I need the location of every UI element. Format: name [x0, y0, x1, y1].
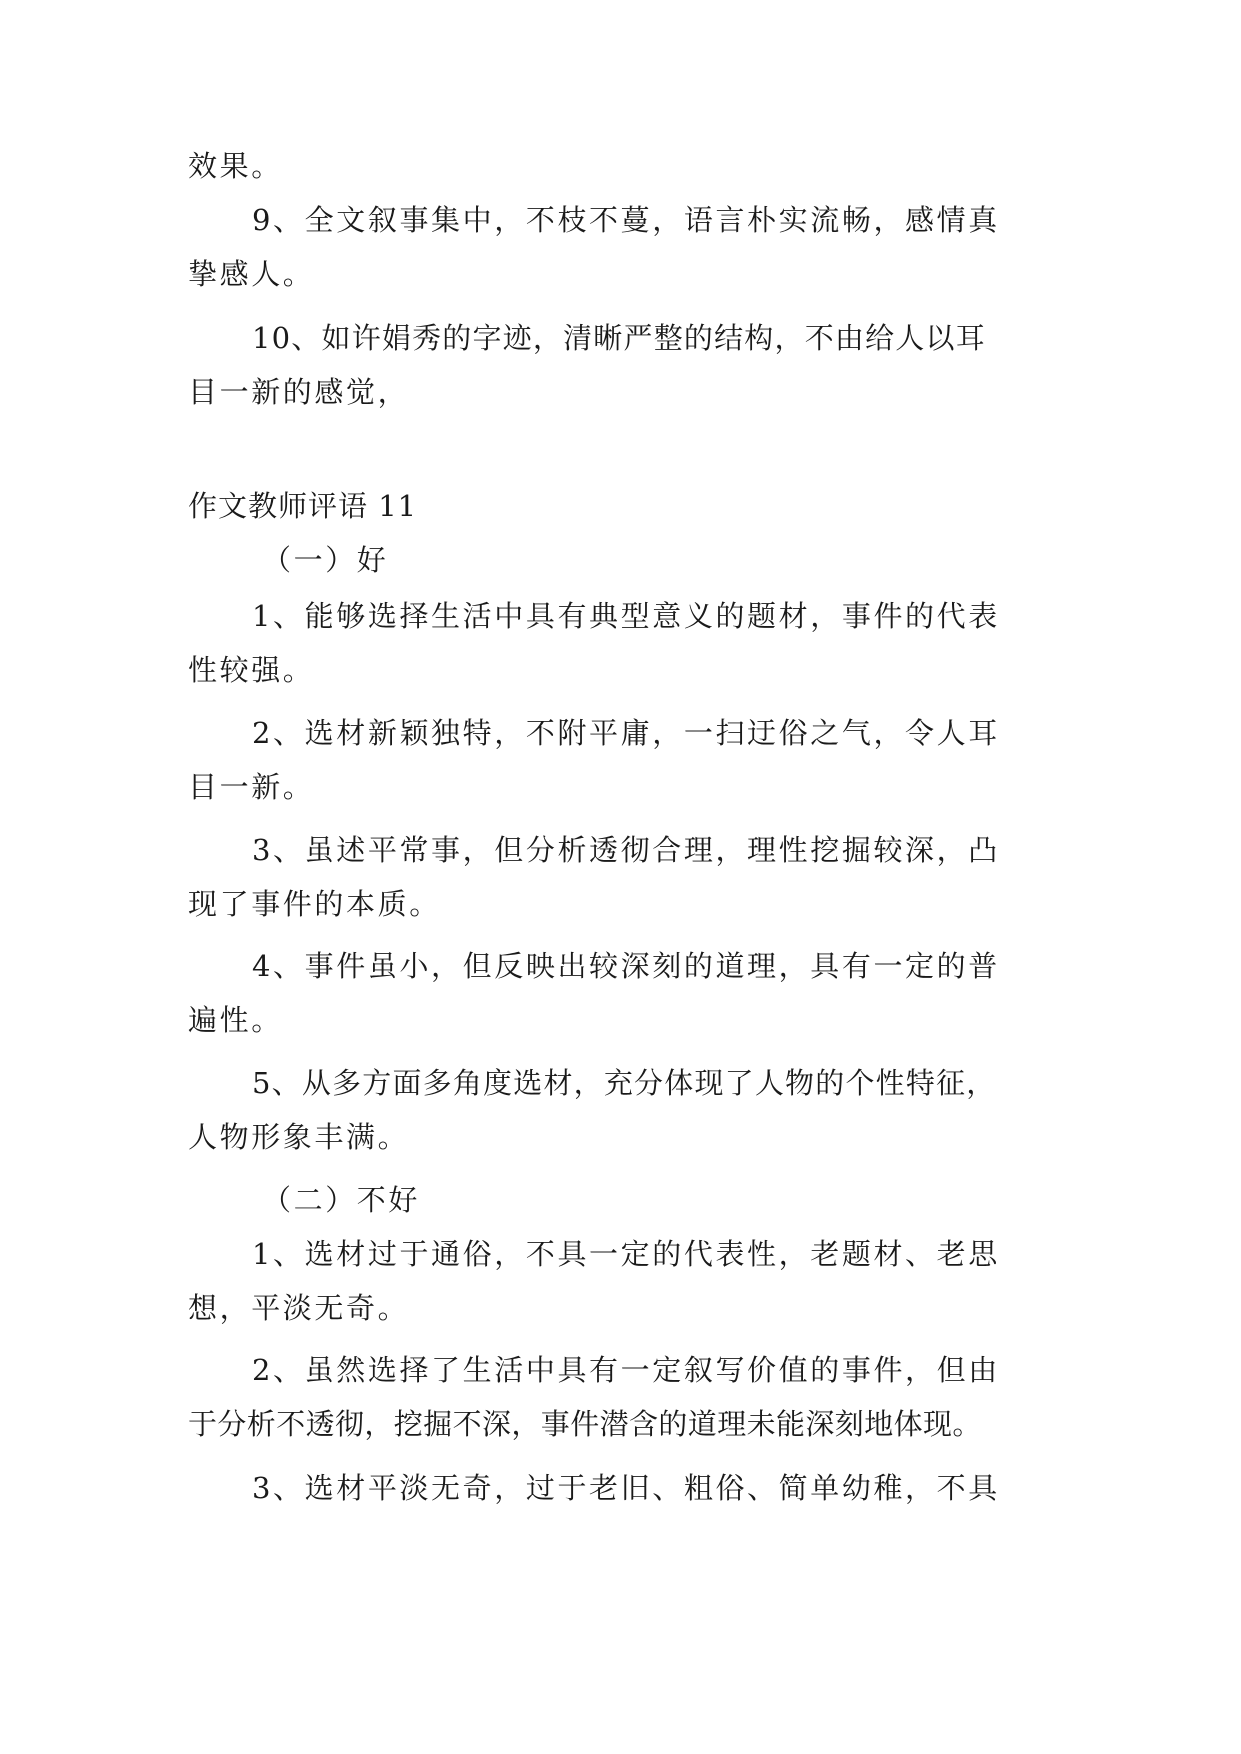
subsection-heading: （一）好 — [262, 543, 389, 577]
text-line: 3、虽述平常事，但分析透彻合理，理性挖掘较深，凸 — [252, 833, 1000, 867]
text-line: 遍性。 — [188, 1003, 283, 1037]
text-line: 目一新。 — [188, 770, 315, 804]
text-line: 挚感人。 — [188, 257, 315, 291]
text-line: 于分析不透彻，挖掘不深，事件潜含的道理未能深刻地体现。 — [188, 1407, 982, 1441]
text-line: 5、从多方面多角度选材，充分体现了人物的个性特征， — [252, 1066, 997, 1100]
text-line: 9、全文叙事集中，不枝不蔓，语言朴实流畅，感情真 — [252, 203, 1000, 237]
text-line: 2、虽然选择了生活中具有一定叙写价值的事件，但由 — [252, 1353, 1000, 1387]
text-line: 目一新的感觉， — [188, 375, 410, 409]
text-line: 效果。 — [188, 149, 283, 183]
text-line: 性较强。 — [188, 653, 315, 687]
text-line: 想，平淡无奇。 — [188, 1291, 410, 1325]
text-line: 4、事件虽小，但反映出较深刻的道理，具有一定的普 — [252, 949, 1000, 983]
text-line: 人物形象丰满。 — [188, 1120, 410, 1154]
text-line: 2、选材新颖独特，不附平庸，一扫迂俗之气，令人耳 — [252, 716, 1000, 750]
text-line: 10、如许娟秀的字迹，清晰严整的结构，不由给人以耳 — [252, 321, 986, 355]
text-line: 1、选材过于通俗，不具一定的代表性，老题材、老思 — [252, 1237, 1000, 1271]
section-heading: 作文教师评语 11 — [188, 489, 418, 523]
text-line: 3、选材平淡无奇，过于老旧、粗俗、简单幼稚，不具 — [252, 1471, 1000, 1505]
text-line: 现了事件的本质。 — [188, 887, 441, 921]
subsection-heading: （二）不好 — [262, 1183, 421, 1217]
text-line: 1、能够选择生活中具有典型意义的题材，事件的代表 — [252, 599, 1000, 633]
